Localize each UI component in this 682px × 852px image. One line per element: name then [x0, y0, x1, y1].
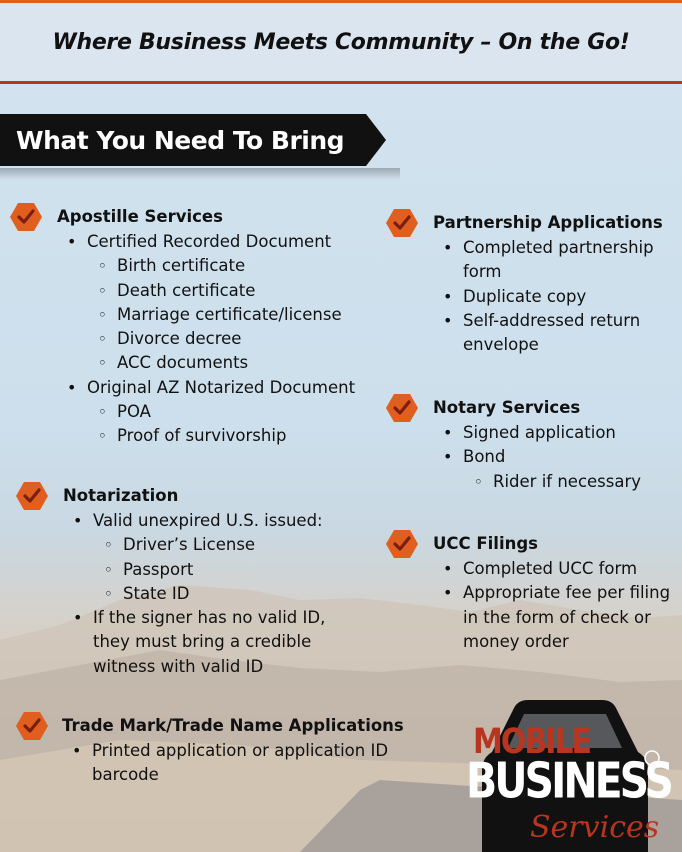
list-subitem: ◦ State ID [123, 582, 363, 606]
list-subitem: ◦ Death certificate [117, 279, 407, 303]
checkmark-icon [16, 711, 48, 741]
section-title: Notary Services [433, 398, 581, 417]
list-subitem: ◦ Marriage certificate/license [117, 303, 407, 327]
list-item: • Appropriate fee per filing in the form of check or money order [463, 581, 678, 654]
section-title: Apostille Services [57, 207, 223, 226]
header-bar [0, 0, 682, 84]
section-title: UCC Filings [433, 534, 538, 553]
logo-line-business: BUSINESS [466, 752, 671, 810]
checkmark-icon [386, 393, 418, 423]
list-item: • Signed application [463, 421, 682, 445]
checkmark-icon [386, 529, 418, 559]
checkmark-icon [16, 481, 48, 511]
list-item: • Original AZ Notarized Document ◦ POA ◦ Proof of survivorship [87, 376, 407, 449]
checkmark-icon [10, 202, 42, 232]
list-item: • Certified Recorded Document ◦ Birth certificate ◦ Death certificate ◦ Marriage certificate/license ◦ Divorce decree ◦ ACC documents [87, 230, 407, 376]
list-item: • Valid unexpired U.S. issued: ◦ Driver’s License ◦ Passport ◦ State ID [93, 509, 363, 606]
list-subitem: ◦ POA [117, 400, 407, 424]
tagline: Where Business Meets Community – On the Go! [52, 29, 630, 55]
section-title: Trade Mark/Trade Name Applications [62, 716, 404, 735]
list-subitem: ◦ Divorce decree [117, 327, 407, 351]
list-item: • If the signer has no valid ID, they must bring a credible witness with valid ID [93, 606, 363, 679]
list-item: • Printed application or application ID barcode [92, 739, 432, 788]
list-item: • Completed partnership form [463, 236, 673, 285]
list-item: • Completed UCC form [463, 557, 678, 581]
list-subitem: ◦ ACC documents [117, 351, 407, 375]
list-item: • Duplicate copy [463, 285, 673, 309]
list-subitem: ◦ Birth certificate [117, 254, 407, 278]
list-item: • Self-addressed return envelope [463, 309, 673, 358]
section-title: Partnership Applications [433, 213, 663, 232]
checkmark-icon [386, 208, 418, 238]
section-title: Notarization [63, 486, 179, 505]
list-subitem: ◦ Driver’s License [123, 533, 363, 557]
list-subitem: ◦ Proof of survivorship [117, 424, 407, 448]
logo-line-services: Services [530, 810, 660, 845]
list-subitem: ◦ Rider if necessary [493, 470, 682, 494]
banner-title: What You Need To Bring [16, 126, 345, 155]
banner-shadow [0, 168, 400, 180]
logo-line-mobile: MOBILE [473, 722, 590, 763]
list-subitem: ◦ Passport [123, 558, 363, 582]
list-item: • Bond ◦ Rider if necessary [463, 445, 682, 494]
